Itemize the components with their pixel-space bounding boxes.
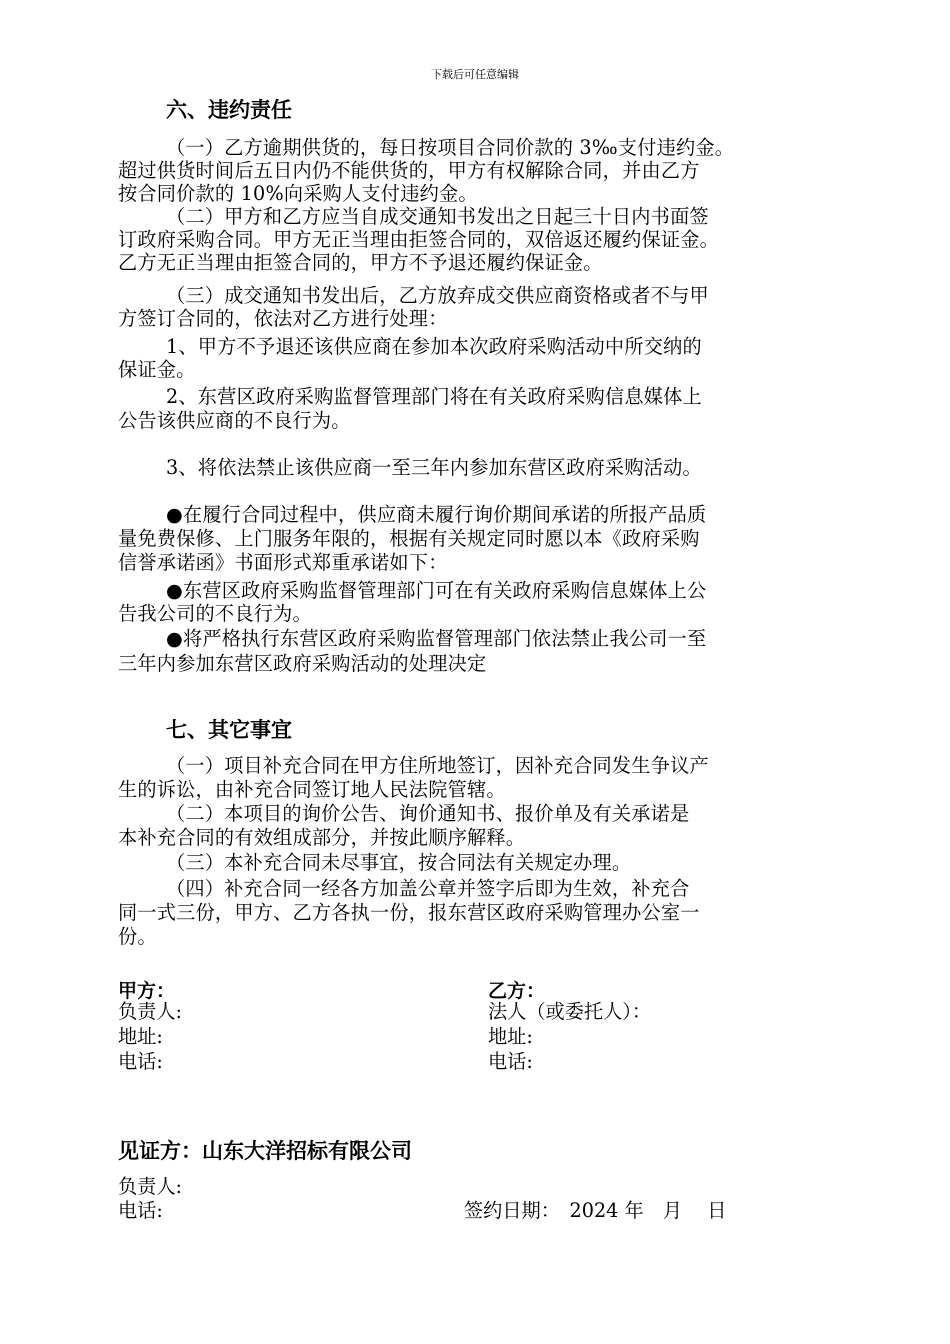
- sec6-line: 方签订合同的，依法对乙方进行处理：: [118, 307, 448, 330]
- sec6-line: （二）甲方和乙方应当自成交通知书发出之日起三十日内书面签: [166, 205, 709, 228]
- sec7-line: （二）本项目的询价公告、询价通知书、报价单及有关承诺是: [166, 802, 690, 825]
- party-a-line: 负责人:: [118, 1000, 183, 1023]
- sec6-line: （一）乙方逾期供货的，每日按项目合同价款的 3‰支付违约金。: [166, 136, 735, 159]
- sec6-line: ●东营区政府采购监督管理部门可在有关政府采购信息媒体上公: [166, 579, 707, 602]
- party-b-line: 法人（或委托人）：: [488, 1000, 652, 1023]
- witness-line: 负责人:: [118, 1175, 183, 1198]
- sec6-line: 量免费保修、上门服务年限的，根据有关规定同时愿以本《政府采购: [118, 527, 700, 550]
- sec6-line: 信誉承诺函》书面形式郑重承诺如下：: [118, 551, 448, 574]
- sec6-line: ●将严格执行东营区政府采购监督管理部门依法禁止我公司一至: [166, 627, 707, 650]
- sec6-line: 三年内参加东营区政府采购活动的处理决定: [118, 652, 487, 675]
- sec7-line: 同一式三份，甲方、乙方各执一份，报东营区政府采购管理办公室一: [118, 901, 700, 924]
- party-a-line: 地址:: [118, 1025, 163, 1048]
- sec6-line: 乙方无正当理由拒签合同的，甲方不予退还履约保证金。: [118, 251, 603, 274]
- sec6-line: 超过供货时间后五日内仍不能供货的，甲方有权解除合同，并由乙方: [118, 159, 700, 182]
- sec6-line: ●在履行合同过程中，供应商未履行询价期间承诺的所报产品质: [166, 503, 707, 526]
- party-b-line: 电话:: [488, 1050, 533, 1073]
- sec6-line: 按合同价款的 10%向采购人支付违约金。: [118, 182, 478, 205]
- sec6-line: 2、东营区政府采购监督管理部门将在有关政府采购信息媒体上: [166, 385, 702, 408]
- sec6-line: 告我公司的不良行为。: [118, 602, 312, 625]
- sec7-line: （一）项目补充合同在甲方住所地签订，因补充合同发生争议产: [166, 754, 709, 777]
- sec6-line: （三）成交通知书发出后，乙方放弃成交供应商资格或者不与甲: [166, 284, 709, 307]
- sec6-line: 公告该供应商的不良行为。: [118, 409, 351, 432]
- sec6-line: 保证金。: [118, 358, 196, 381]
- sec6-line: 订政府采购合同。甲方无正当理由拒签合同的，双倍返还履约保证金。: [118, 228, 720, 251]
- sec7-line: 生的诉讼，由补充合同签订地人民法院管辖。: [118, 778, 506, 801]
- sec7-line: 份。: [118, 925, 157, 948]
- section-6-title: 六、违约责任: [166, 98, 292, 122]
- sec7-line: （三）本补充合同未尽事宜，按合同法有关规定办理。: [166, 851, 632, 874]
- witness-line: 电话:: [118, 1199, 163, 1222]
- sec6-line: 1、甲方不予退还该供应商在参加本次政府采购活动中所交纳的: [166, 335, 702, 358]
- section-7-title: 七、其它事宜: [166, 718, 292, 742]
- sec7-line: 本补充合同的有效组成部分，并按此顺序解释。: [118, 826, 526, 849]
- signing-date: 签约日期： 2024 年 月 日: [464, 1199, 727, 1222]
- party-a-line: 电话:: [118, 1050, 163, 1073]
- party-a-title: 甲方：: [118, 980, 176, 1002]
- sec6-line: 3、将依法禁止该供应商一至三年内参加东营区政府采购活动。: [166, 456, 702, 479]
- page-header: 下载后可任意编辑: [431, 68, 519, 81]
- party-b-line: 地址:: [488, 1025, 533, 1048]
- party-b-title: 乙方：: [488, 980, 546, 1002]
- sec7-line: （四）补充合同一经各方加盖公章并签字后即为生效，补充合: [166, 877, 690, 900]
- witness-title: 见证方：山东大洋招标有限公司: [118, 1139, 412, 1163]
